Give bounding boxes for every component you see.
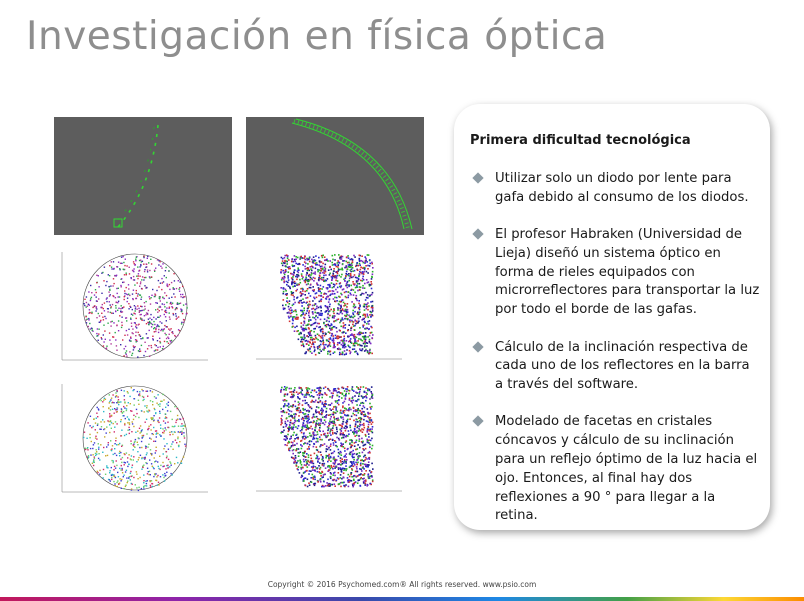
diamond-bullet-icon — [472, 172, 483, 183]
rainbow-bar — [0, 597, 804, 601]
list-item — [470, 226, 760, 320]
diamond-bullet-icon — [472, 416, 483, 427]
difficulty-card — [454, 104, 770, 530]
optical-rail-render-image — [54, 117, 232, 235]
list-item — [470, 413, 760, 526]
spot-diagram-lens-section-image-2 — [246, 376, 412, 500]
bullet-text: Modelado de facetas en cristales cóncavos y cálculo de su inclinación para un reflejo óptimo de la luz hacia el ojo. Entonces, al final hay dos reflexiones a 90 ° para llegar a la retina. — [495, 414, 758, 524]
diamond-bullet-icon — [472, 228, 483, 239]
slide-title: Investigación en física óptica — [26, 14, 608, 59]
copyright-footer: Copyright © 2016 Psychomed.com® All rights reserved. www.psio.com — [267, 580, 537, 589]
bullet-list — [470, 170, 760, 545]
diamond-bullet-icon — [472, 341, 483, 352]
bullet-text: El profesor Habraken (Universidad de Lieja) diseñó un sistema óptico en forma de rieles equipados con microrreflectores para transportar la luz por todo el borde de las gafas. — [495, 227, 760, 318]
bullet-text: Cálculo de la inclinación respectiva de cada uno de los reflectores en la barra a través del software. — [495, 339, 750, 393]
spot-diagram-lens-section-image-1 — [246, 244, 412, 364]
spot-diagram-circle-image-2 — [54, 376, 216, 500]
card-heading: Primera dificultad tecnológica — [470, 133, 691, 148]
spot-diagram-circle-image-1 — [54, 244, 216, 364]
optical-rail-wireframe-image — [246, 117, 424, 235]
list-item — [470, 339, 760, 395]
bullet-text: Utilizar solo un diodo por lente para gafa debido al consumo de los diodos. — [495, 171, 749, 205]
list-item — [470, 170, 760, 208]
